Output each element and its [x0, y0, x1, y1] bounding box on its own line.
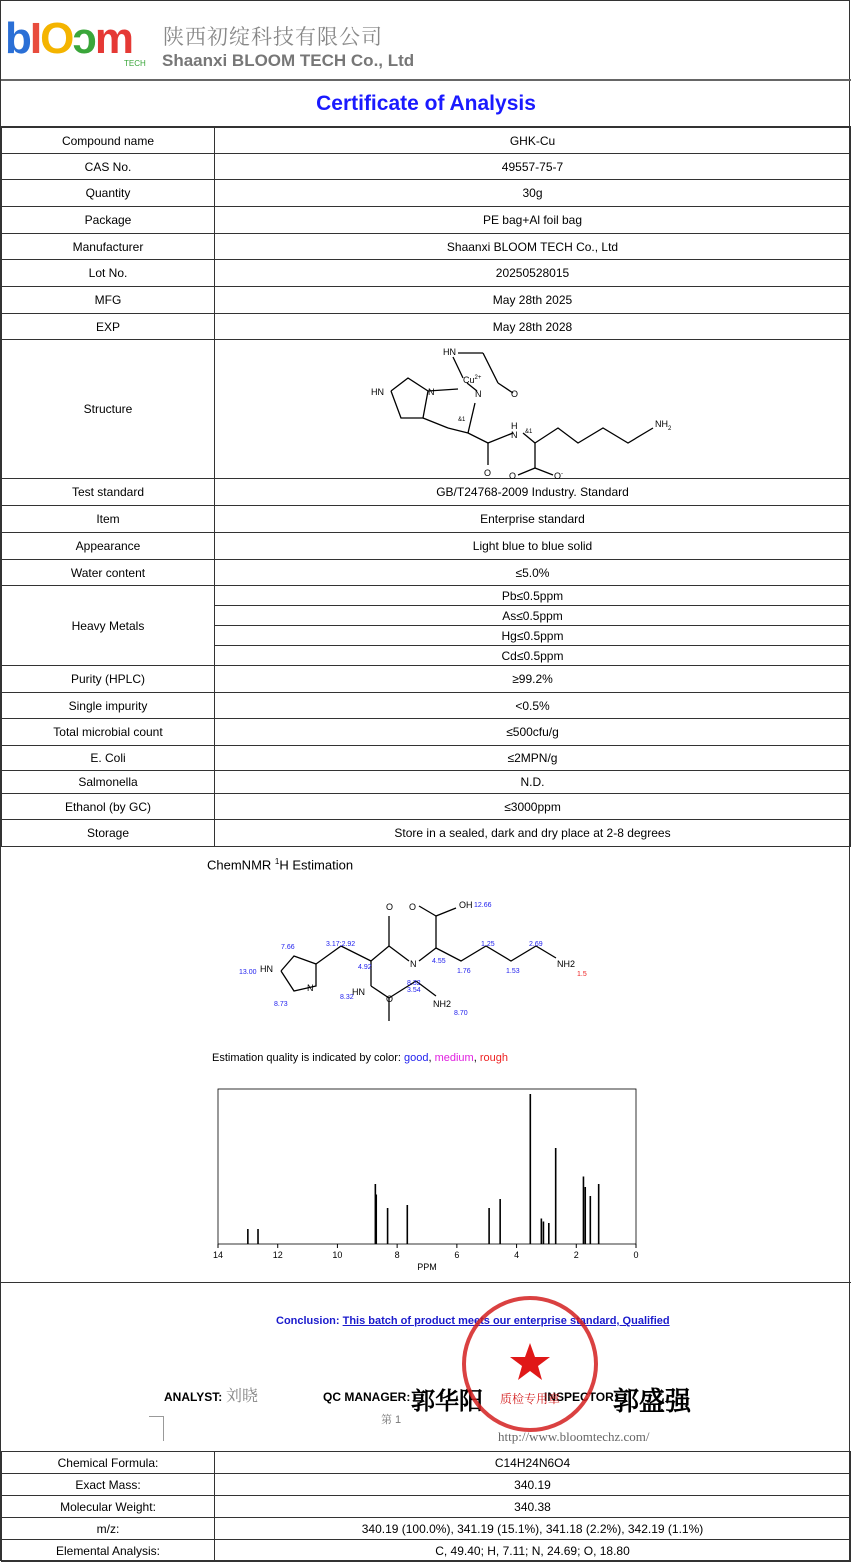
shift-label: 8.32 [340, 994, 354, 1001]
shift-label: 12.66 [474, 902, 492, 909]
table-row [2, 207, 851, 234]
structure-image [215, 340, 851, 479]
atom-label: O [386, 994, 394, 1004]
shift-label: 3.54 [407, 987, 421, 994]
table-row [2, 794, 851, 820]
field-value: PE bag+Al foil bag [215, 207, 851, 234]
shift-label: 7.66 [281, 944, 295, 951]
field-value: May 28th 2025 [215, 287, 851, 314]
atom-label: N [307, 983, 314, 993]
stereo-2: &1 [524, 428, 532, 435]
field-label: MFG [2, 287, 215, 314]
x-tick-label: 2 [573, 1250, 579, 1260]
field-label: Exact Mass: [2, 1474, 215, 1496]
shift-label: 8.32 [407, 980, 421, 987]
table-row [2, 693, 851, 719]
field-label: Salmonella [2, 771, 215, 794]
nmr-spectrum [201, 1086, 661, 1276]
field-label: Test standard [2, 479, 215, 506]
field-label: Compound name [2, 128, 215, 154]
table-row [2, 180, 851, 207]
atom-label: OH [459, 900, 473, 910]
x-tick-label: 14 [212, 1250, 224, 1260]
table-row [2, 314, 851, 340]
qc-manager-label: QC MANAGER: [323, 1390, 411, 1404]
shift-label: 1.76 [457, 968, 471, 975]
field-value: As≤0.5ppm [215, 606, 851, 626]
field-label: Manufacturer [2, 234, 215, 260]
atom-nh2: $NH_2$ [654, 418, 671, 432]
table-row [2, 1452, 851, 1474]
analyst-signature: 刘晓 [226, 1388, 259, 1405]
field-value: 20250528015 [215, 260, 851, 287]
field-value: Shaanxi BLOOM TECH Co., Ltd [215, 234, 851, 260]
x-tick-label: 10 [332, 1250, 343, 1260]
field-value: May 28th 2028 [215, 314, 851, 340]
table-row [2, 719, 851, 746]
atom-o3: O [508, 470, 516, 481]
atom-o2: O [483, 467, 491, 478]
atom-h: H [510, 420, 517, 431]
x-tick-label: 8 [394, 1250, 400, 1260]
field-value: 340.19 (100.0%), 341.19 (15.1%), 341.18 (2.2%), 342.19 (1.1%) [215, 1518, 851, 1540]
field-value: GB/T24768-2009 Industry. Standard [215, 479, 851, 506]
field-value: Light blue to blue solid [215, 533, 851, 560]
company-name-en: Shaanxi BLOOM TECH Co., Ltd [162, 51, 415, 70]
field-value: GHK-Cu [215, 128, 851, 154]
atom-label: O [386, 902, 394, 912]
table-row [2, 479, 851, 506]
x-tick-label: 4 [514, 1250, 520, 1260]
analyst-label: ANALYST: [164, 1390, 223, 1404]
table-row [2, 1474, 851, 1496]
field-value: ≤5.0% [215, 560, 851, 586]
table-row [2, 506, 851, 533]
table-row [2, 128, 851, 154]
shift-label: 2.69 [529, 941, 543, 948]
field-label: CAS No. [2, 154, 215, 180]
field-value: Store in a sealed, dark and dry place at 2-8 degrees [215, 820, 851, 847]
company-name-cn: 陕西初绽科技有限公司 [163, 25, 383, 49]
table-row [2, 771, 851, 794]
stamp-sub: 质检专用章 [499, 1392, 561, 1406]
plot-frame [218, 1089, 636, 1244]
field-label: Chemical Formula: [2, 1452, 215, 1474]
field-value: N.D. [215, 771, 851, 794]
field-value: <0.5% [215, 693, 851, 719]
conclusion-section [1, 1283, 851, 1451]
shift-label: 8.70 [454, 1010, 468, 1017]
field-label: Lot No. [2, 260, 215, 287]
table-row [2, 234, 851, 260]
table-row [2, 1540, 851, 1562]
atom-n2: N [474, 388, 481, 399]
shift-label: 8.73 [274, 1001, 288, 1008]
x-tick-label: 0 [633, 1250, 639, 1260]
table-row [2, 287, 851, 314]
field-value: Hg≤0.5ppm [215, 626, 851, 646]
shift-label: 1.25 [481, 941, 495, 948]
field-value: ≥99.2% [215, 666, 851, 693]
table-row [2, 1496, 851, 1518]
logo-sub: TECH [124, 59, 146, 68]
atom-nh: N [510, 429, 517, 440]
field-value: Pb≤0.5ppm [215, 586, 851, 606]
field-label: EXP [2, 314, 215, 340]
table-row [2, 666, 851, 693]
field-value: 30g [215, 180, 851, 207]
field-label: Single impurity [2, 693, 215, 719]
field-value: 340.19 [215, 1474, 851, 1496]
shift-label: 1.5 [577, 971, 587, 978]
logo: bIOɔm [5, 14, 132, 63]
field-label: Water content [2, 560, 215, 586]
table-row [2, 586, 851, 606]
atom-label: N [410, 959, 417, 969]
table-row [2, 533, 851, 560]
field-label: Structure [2, 340, 215, 479]
field-label: Elemental Analysis: [2, 1540, 215, 1562]
x-tick-label: 6 [454, 1250, 460, 1260]
page-title: Certificate of Analysis [1, 81, 851, 127]
atom-cu: $Cu^{2+}$ [462, 374, 481, 385]
field-label: Heavy Metals [2, 586, 215, 666]
field-label: Molecular Weight: [2, 1496, 215, 1518]
field-value: 49557-75-7 [215, 154, 851, 180]
company-stamp [459, 1293, 601, 1435]
shift-label: 4.92 [358, 964, 372, 971]
conclusion: Conclusion: This batch of product meets our enterprise standard, Qualified [276, 1315, 670, 1327]
page-number: 第 1 [381, 1414, 402, 1426]
table-row [2, 820, 851, 847]
table-row [2, 746, 851, 771]
nmr-structure [231, 886, 591, 1066]
atom-n1: N [427, 386, 434, 397]
shift-label: 13.00 [239, 969, 257, 976]
table-row [2, 1518, 851, 1540]
field-label: Appearance [2, 533, 215, 560]
atom-label: O [409, 902, 417, 912]
ghk-cu-structure [363, 343, 703, 481]
inspector-label: INSPECTOR: [544, 1390, 618, 1404]
shift-label: 3.17;2.92 [326, 941, 356, 948]
table-row [2, 154, 851, 180]
table-row [2, 340, 851, 479]
x-tick-label: 12 [272, 1250, 283, 1260]
field-value: 340.38 [215, 1496, 851, 1518]
atom-label: HN [260, 964, 273, 974]
field-value: ≤500cfu/g [215, 719, 851, 746]
field-label: Total microbial count [2, 719, 215, 746]
table-row [2, 560, 851, 586]
website-link[interactable]: http://www.bloomtechz.com/ [498, 1429, 650, 1444]
shift-label: 4.55 [432, 958, 446, 965]
qc-signature: 郭华阳 [411, 1388, 483, 1415]
field-label: Purity (HPLC) [2, 666, 215, 693]
inspector-signature: 郭盛强 [613, 1386, 692, 1416]
field-value: Cd≤0.5ppm [215, 646, 851, 666]
atom-hn-top: HN [442, 346, 456, 357]
atom-o4: O- [553, 470, 563, 481]
field-value: C14H24N6O4 [215, 1452, 851, 1474]
corner-mark [149, 1416, 164, 1441]
field-label: Storage [2, 820, 215, 847]
info-table [1, 127, 851, 847]
field-value: Enterprise standard [215, 506, 851, 533]
stereo-1: &1 [457, 416, 465, 423]
shift-label: 1.53 [506, 968, 520, 975]
x-axis-label: PPM [417, 1262, 437, 1272]
formula-table [1, 1451, 851, 1562]
atom-hn-ring: HN [370, 386, 384, 397]
field-label: m/z: [2, 1518, 215, 1540]
atom-o1: O [510, 388, 518, 399]
table-row [2, 260, 851, 287]
field-label: E. Coli [2, 746, 215, 771]
atom-label: NH2 [433, 999, 452, 1009]
field-label: Package [2, 207, 215, 234]
header [1, 1, 851, 81]
atom-label: HN [352, 987, 365, 997]
field-value: ≤2MPN/g [215, 746, 851, 771]
field-value: ≤3000ppm [215, 794, 851, 820]
field-value: C, 49.40; H, 7.11; N, 24.69; O, 18.80 [215, 1540, 851, 1562]
quality-legend: Estimation quality is indicated by color: good, medium, rough [212, 1052, 508, 1064]
field-label: Quantity [2, 180, 215, 207]
nmr-title: ChemNMR $^1$H Estimation [207, 857, 354, 873]
field-label: Item [2, 506, 215, 533]
atom-label: NH2 [557, 959, 576, 969]
nmr-section [1, 846, 851, 1283]
field-label: Ethanol (by GC) [2, 794, 215, 820]
